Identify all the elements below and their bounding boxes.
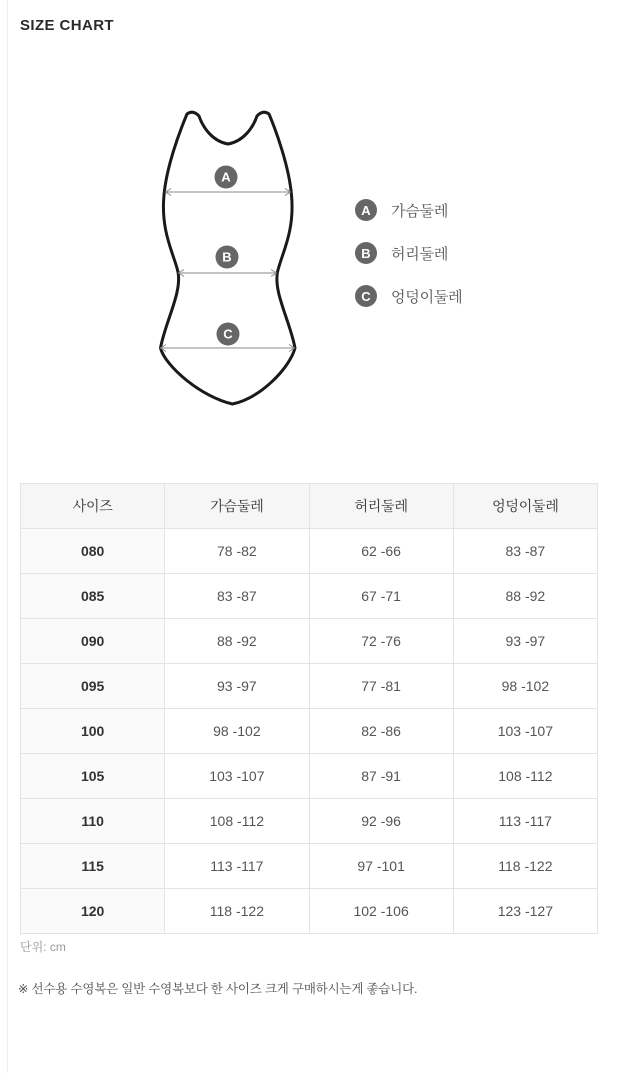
- size-cell: 105: [21, 754, 165, 799]
- table-row: [21, 889, 598, 934]
- table-row: [21, 619, 598, 664]
- legend-item-hip: [355, 285, 462, 307]
- table-row: [21, 529, 598, 574]
- unit-note: 단위: cm: [20, 940, 66, 954]
- chest-cell: 103 -107: [165, 754, 309, 799]
- table-row: [21, 664, 598, 709]
- measurement-legend: [355, 199, 462, 307]
- hip-cell: 83 -87: [453, 529, 597, 574]
- legend-badge-a: A: [355, 199, 377, 221]
- waist-cell: 87 -91: [309, 754, 453, 799]
- table-row: [21, 709, 598, 754]
- chest-cell: 88 -92: [165, 619, 309, 664]
- waist-cell: 102 -106: [309, 889, 453, 934]
- hip-cell: 98 -102: [453, 664, 597, 709]
- chest-cell: 93 -97: [165, 664, 309, 709]
- legend-label-waist: 허리둘레: [391, 245, 449, 263]
- size-cell: 100: [21, 709, 165, 754]
- legend-item-waist: [355, 242, 462, 264]
- size-chart-table: [20, 483, 598, 934]
- header-waist: 허리둘레: [309, 484, 453, 529]
- size-cell: 085: [21, 574, 165, 619]
- chest-cell: 108 -112: [165, 799, 309, 844]
- sizing-advice-note: ※ 선수용 수영복은 일반 수영복보다 한 사이즈 크게 구매하시는게 좋습니다.: [18, 982, 418, 996]
- size-cell: 080: [21, 529, 165, 574]
- chest-cell: 118 -122: [165, 889, 309, 934]
- swimsuit-measurement-diagram: [140, 95, 320, 415]
- table-row: [21, 844, 598, 889]
- hip-cell: 108 -112: [453, 754, 597, 799]
- hip-cell: 113 -117: [453, 799, 597, 844]
- chest-cell: 98 -102: [165, 709, 309, 754]
- header-hip: 엉덩이둘레: [453, 484, 597, 529]
- table-row: [21, 574, 598, 619]
- legend-badge-c: C: [355, 285, 377, 307]
- waist-cell: 77 -81: [309, 664, 453, 709]
- chest-cell: 83 -87: [165, 574, 309, 619]
- waist-cell: 72 -76: [309, 619, 453, 664]
- legend-item-chest: [355, 199, 462, 221]
- waist-marker-letter: B: [222, 249, 232, 265]
- waist-cell: 82 -86: [309, 709, 453, 754]
- hip-cell: 93 -97: [453, 619, 597, 664]
- size-cell: 120: [21, 889, 165, 934]
- chest-cell: 113 -117: [165, 844, 309, 889]
- hip-marker-letter: C: [223, 326, 233, 342]
- table-header-row: [21, 484, 598, 529]
- waist-cell: 62 -66: [309, 529, 453, 574]
- table-row: [21, 799, 598, 844]
- hip-marker-badge: [217, 323, 240, 346]
- waist-cell: 92 -96: [309, 799, 453, 844]
- size-cell: 115: [21, 844, 165, 889]
- hip-cell: 123 -127: [453, 889, 597, 934]
- page-left-divider: [7, 0, 8, 1073]
- legend-badge-b: B: [355, 242, 377, 264]
- chest-marker-letter: A: [221, 169, 231, 185]
- page-title: SIZE CHART: [20, 17, 114, 34]
- chest-cell: 78 -82: [165, 529, 309, 574]
- chest-marker-badge: [215, 166, 238, 189]
- waist-cell: 97 -101: [309, 844, 453, 889]
- size-cell: 110: [21, 799, 165, 844]
- size-cell: 090: [21, 619, 165, 664]
- hip-cell: 88 -92: [453, 574, 597, 619]
- waist-cell: 67 -71: [309, 574, 453, 619]
- legend-label-chest: 가슴둘레: [391, 202, 449, 220]
- legend-label-hip: 엉덩이둘레: [391, 288, 463, 306]
- hip-cell: 103 -107: [453, 709, 597, 754]
- table-row: [21, 754, 598, 799]
- header-size: 사이즈: [21, 484, 165, 529]
- hip-cell: 118 -122: [453, 844, 597, 889]
- waist-marker-badge: [216, 246, 239, 269]
- size-cell: 095: [21, 664, 165, 709]
- header-chest: 가슴둘레: [165, 484, 309, 529]
